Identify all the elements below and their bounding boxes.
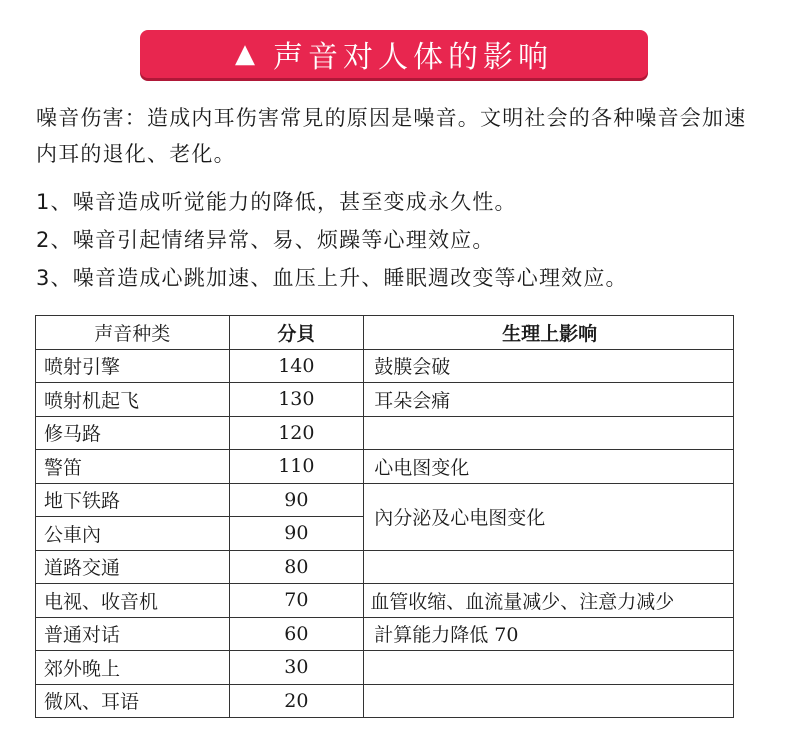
cell-effect	[364, 651, 734, 685]
cell-sound-type: 公車內	[36, 517, 230, 551]
cell-decibel: 70	[229, 584, 364, 618]
header-effect: 生理上影响	[364, 316, 734, 350]
cell-sound-type: 微风、耳语	[36, 684, 230, 718]
table-row	[36, 550, 734, 584]
cell-sound-type: 地下铁路	[36, 483, 230, 517]
banner-title: 声音对人体的影响	[273, 40, 553, 75]
effect-item: 3、噪音造成心跳加速、血压上升、睡眠週改变等心理效应。	[36, 266, 628, 290]
table-row	[36, 416, 734, 450]
cell-sound-type: 道路交通	[36, 550, 230, 584]
intro-paragraph: 噪音伤害：造成内耳伤害常見的原因是噪音。文明社会的各种噪音会加速内耳的退化、老化。	[36, 106, 747, 166]
cell-sound-type: 普通对话	[36, 617, 230, 651]
table-header-row	[36, 316, 734, 350]
cell-effect: 內分泌及心电图变化	[364, 483, 734, 550]
cell-effect: 血管收缩、血流量减少、注意力减少	[364, 584, 734, 618]
header-decibel: 分貝	[229, 316, 364, 350]
cell-effect: 耳朵会痛	[364, 383, 734, 417]
cell-effect: 心电图变化	[364, 450, 734, 484]
effect-item: 1、噪音造成听觉能力的降低，甚至变成永久性。	[36, 190, 517, 214]
table-row	[36, 684, 734, 718]
cell-decibel: 80	[229, 550, 364, 584]
cell-decibel: 60	[229, 617, 364, 651]
table-row	[36, 483, 734, 517]
cell-decibel: 30	[229, 651, 364, 685]
cell-effect	[364, 684, 734, 718]
cell-effect	[364, 550, 734, 584]
cell-effect	[364, 416, 734, 450]
table-row	[36, 450, 734, 484]
table-row	[36, 383, 734, 417]
cell-sound-type: 喷射引擎	[36, 349, 230, 383]
cell-sound-type: 郊外晚上	[36, 651, 230, 685]
cell-sound-type: 电视、收音机	[36, 584, 230, 618]
table-row	[36, 651, 734, 685]
cell-decibel: 120	[229, 416, 364, 450]
header-sound-type: 声音种类	[36, 316, 230, 350]
cell-decibel: 90	[229, 483, 364, 517]
table-row	[36, 349, 734, 383]
title-banner	[140, 30, 648, 78]
table-row	[36, 617, 734, 651]
noise-table	[35, 315, 734, 718]
cell-decibel: 90	[229, 517, 364, 551]
cell-sound-type: 警笛	[36, 450, 230, 484]
triangle-icon: ▲	[235, 39, 255, 69]
effects-list	[36, 183, 776, 297]
cell-decibel: 20	[229, 684, 364, 718]
effect-item: 2、噪音引起情绪异常、易、烦躁等心理效应。	[36, 228, 495, 252]
cell-sound-type: 修马路	[36, 416, 230, 450]
cell-effect: 計算能力降低 70	[364, 617, 734, 651]
cell-sound-type: 喷射机起飞	[36, 383, 230, 417]
cell-decibel: 110	[229, 450, 364, 484]
table-row	[36, 584, 734, 618]
cell-decibel: 140	[229, 349, 364, 383]
cell-effect: 鼓膜会破	[364, 349, 734, 383]
cell-decibel: 130	[229, 383, 364, 417]
